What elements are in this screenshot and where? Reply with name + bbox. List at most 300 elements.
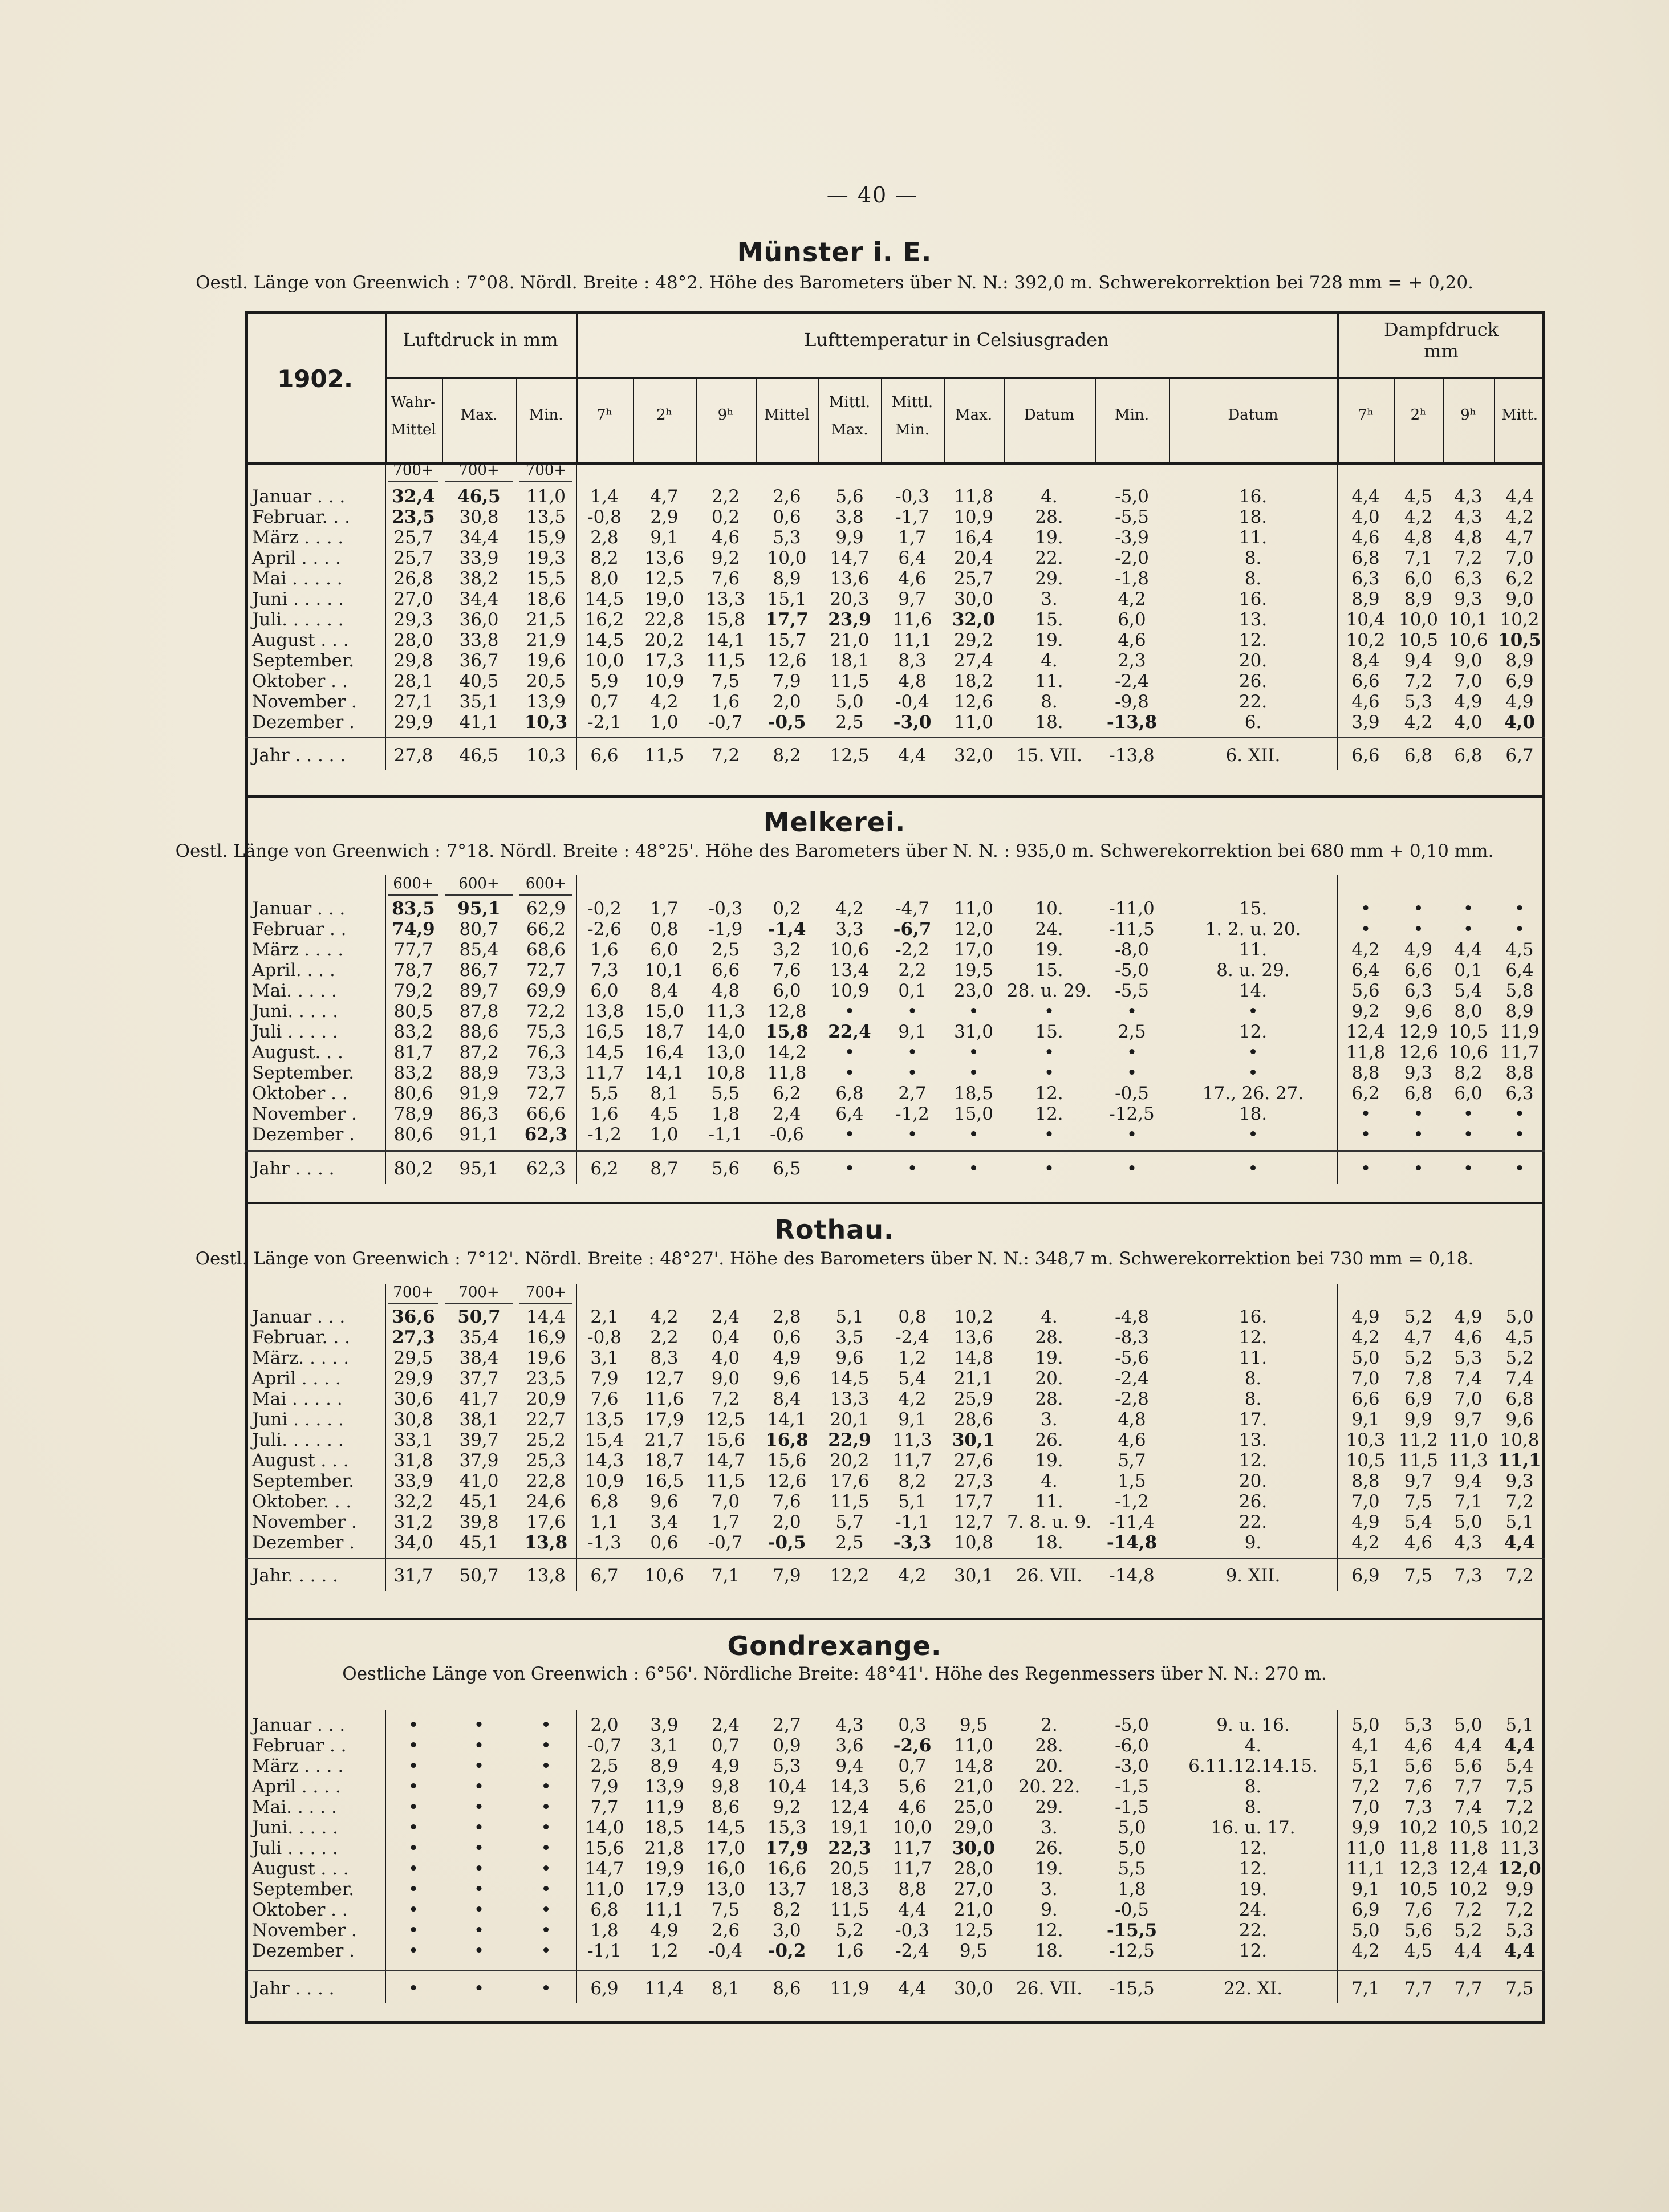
- data-cell: 13,7: [767, 1879, 807, 1900]
- data-cell: 16,8: [765, 1430, 809, 1450]
- data-cell: 83,5: [392, 898, 435, 919]
- data-cell: 31,2: [393, 1512, 433, 1532]
- data-cell: 6,0: [773, 981, 801, 1001]
- pressure-offset: 700+: [458, 462, 500, 479]
- data-cell: 76,3: [526, 1042, 566, 1063]
- data-cell: 16,0: [705, 1859, 746, 1879]
- data-cell: 4,4: [1454, 940, 1483, 960]
- data-cell: •: [473, 1735, 485, 1756]
- data-cell: 4,6: [711, 527, 740, 548]
- data-cell: 3,1: [650, 1735, 679, 1756]
- annual-cell: 12,5: [830, 745, 870, 766]
- data-cell: 1. 2. u. 20.: [1205, 919, 1301, 940]
- data-cell: 19,6: [526, 650, 566, 671]
- data-cell: 10,8: [953, 1532, 994, 1553]
- data-cell: 15,6: [705, 1430, 746, 1450]
- data-cell: 3,0: [773, 1920, 801, 1941]
- month-label: Oktober . .: [252, 1900, 348, 1920]
- data-cell: 8,4: [773, 1389, 801, 1409]
- data-cell: 6,8: [590, 1491, 619, 1512]
- data-cell: 27,3: [392, 1327, 435, 1348]
- data-cell: 7,0: [1454, 671, 1483, 692]
- data-cell: •: [1043, 1063, 1055, 1083]
- data-cell: 12,0: [1498, 1859, 1541, 1879]
- data-cell: 8.: [1244, 548, 1262, 568]
- data-cell: 13,6: [644, 548, 684, 568]
- data-cell: -0,2: [587, 898, 622, 919]
- data-cell: 3,8: [835, 507, 864, 527]
- data-cell: •: [408, 1838, 419, 1859]
- month-label: August. . .: [252, 1042, 343, 1063]
- data-cell: 7,4: [1454, 1797, 1483, 1817]
- data-cell: -1,5: [1115, 1797, 1149, 1817]
- data-cell: -1,2: [1115, 1491, 1149, 1512]
- data-cell: 12.: [1035, 1083, 1063, 1104]
- data-cell: 2,0: [773, 1512, 801, 1532]
- data-cell: 7,6: [1404, 1776, 1433, 1797]
- data-cell: 22,9: [828, 1430, 871, 1450]
- data-cell: 40,5: [459, 671, 499, 692]
- data-cell: 10,6: [830, 940, 870, 960]
- data-cell: 11,0: [953, 1735, 994, 1756]
- data-cell: 35,4: [459, 1327, 499, 1348]
- data-cell: 23,9: [828, 609, 871, 630]
- data-cell: 15,3: [767, 1817, 807, 1838]
- data-cell: 4,2: [1351, 1327, 1380, 1348]
- annual-cell: 11,4: [644, 1978, 684, 1999]
- data-cell: 9,4: [1404, 650, 1433, 671]
- data-cell: 1,8: [590, 1920, 619, 1941]
- annual-cell: 6,7: [1505, 745, 1534, 766]
- data-cell: 19.: [1035, 527, 1063, 548]
- data-cell: 4,6: [1118, 630, 1146, 650]
- data-cell: 1,5: [1118, 1471, 1146, 1491]
- annual-cell: 46,5: [459, 745, 499, 766]
- data-cell: 11,3: [705, 1001, 746, 1022]
- data-cell: 14.: [1238, 981, 1268, 1001]
- data-cell: 11,3: [1448, 1450, 1488, 1471]
- data-cell: 10,0: [1398, 609, 1439, 630]
- data-cell: 11,7: [892, 1450, 932, 1471]
- data-cell: 22.: [1035, 548, 1063, 568]
- station-title: Rothau.: [774, 1214, 895, 1245]
- data-cell: 0,8: [898, 1307, 927, 1327]
- annual-cell: 80,2: [393, 1158, 433, 1179]
- data-cell: 41,1: [459, 712, 499, 733]
- month-label: Februar . .: [252, 919, 347, 940]
- station-info: Oestl. Länge von Greenwich : 7°12'. Nördl. Breite : 48°27'. Höhe des Barometers über N. N.: 348,7 m. Schwerekorrektion bei 730 mm = 0,18.: [195, 1249, 1474, 1269]
- data-cell: 27,0: [953, 1879, 994, 1900]
- data-cell: 7,2: [1505, 1491, 1534, 1512]
- data-cell: 16,4: [644, 1042, 684, 1063]
- annual-label: Jahr. . . . .: [252, 1566, 338, 1586]
- data-cell: 15.: [1238, 898, 1268, 919]
- data-cell: •: [1126, 1042, 1138, 1063]
- data-cell: -0,7: [587, 1735, 622, 1756]
- header-dampfdruck-unit: mm: [1424, 340, 1459, 362]
- data-cell: 20.: [1238, 650, 1268, 671]
- data-cell: 9,3: [1404, 1063, 1433, 1083]
- data-cell: 10.: [1035, 898, 1063, 919]
- data-cell: 13,6: [953, 1327, 994, 1348]
- data-cell: 28. u. 29.: [1006, 981, 1092, 1001]
- data-cell: 72,7: [526, 960, 566, 981]
- data-cell: 8,1: [650, 1083, 679, 1104]
- data-cell: 46,5: [457, 486, 501, 507]
- data-cell: 5,4: [1454, 981, 1483, 1001]
- data-cell: 12,6: [1398, 1042, 1439, 1063]
- annual-cell: 10,3: [526, 745, 566, 766]
- data-cell: 7,6: [1404, 1900, 1433, 1920]
- annual-cell: 9. XII.: [1225, 1566, 1281, 1586]
- data-cell: 4,9: [1351, 1512, 1380, 1532]
- data-cell: -1,7: [895, 507, 929, 527]
- data-cell: 5,6: [1404, 1920, 1433, 1941]
- data-cell: 14,0: [705, 1022, 746, 1042]
- data-cell: 27,1: [393, 692, 433, 712]
- data-cell: 33,9: [393, 1471, 433, 1491]
- data-cell: 2,1: [590, 1307, 619, 1327]
- data-cell: 9,9: [1351, 1817, 1380, 1838]
- data-cell: 9,5: [959, 1715, 988, 1735]
- data-cell: •: [1463, 1104, 1474, 1124]
- data-cell: 12.: [1238, 630, 1268, 650]
- month-label: Oktober . .: [252, 1083, 348, 1104]
- data-cell: 8.: [1041, 692, 1058, 712]
- data-cell: •: [1514, 1104, 1525, 1124]
- column-header: Min.: [1115, 406, 1149, 424]
- data-cell: 3,2: [773, 940, 801, 960]
- data-cell: 7,0: [1351, 1491, 1380, 1512]
- data-cell: 13,3: [830, 1389, 870, 1409]
- data-cell: 9. u. 16.: [1216, 1715, 1290, 1735]
- data-cell: 19.: [1238, 1879, 1268, 1900]
- data-cell: 11,9: [1500, 1022, 1540, 1042]
- data-cell: 8,3: [898, 650, 927, 671]
- data-cell: 6,3: [1404, 981, 1433, 1001]
- data-cell: 8.: [1244, 1776, 1262, 1797]
- pressure-offset-rule: [445, 1303, 513, 1304]
- data-cell: 9,9: [1505, 1879, 1534, 1900]
- data-cell: 9,1: [650, 527, 679, 548]
- data-cell: 17,6: [830, 1471, 870, 1491]
- data-cell: 18,5: [644, 1817, 684, 1838]
- annual-cell: •: [408, 1978, 419, 1999]
- data-cell: -4,8: [1115, 1307, 1149, 1327]
- annual-cell: 6,9: [1351, 1566, 1380, 1586]
- data-cell: 4,2: [1351, 940, 1380, 960]
- data-cell: •: [408, 1715, 419, 1735]
- data-cell: 10,8: [1500, 1430, 1540, 1450]
- pressure-offset-rule: [519, 894, 572, 896]
- data-cell: •: [907, 1063, 918, 1083]
- month-label: Mai. . . . .: [252, 981, 337, 1001]
- data-cell: 4,7: [650, 486, 679, 507]
- data-cell: 6,3: [1505, 1083, 1534, 1104]
- data-cell: •: [541, 1838, 551, 1859]
- data-cell: 1,6: [711, 692, 740, 712]
- annual-cell: 27,8: [393, 745, 433, 766]
- data-cell: 27,4: [953, 650, 994, 671]
- annual-cell: •: [1248, 1158, 1258, 1179]
- month-label: April . . . .: [252, 1776, 341, 1797]
- annual-cell: 22. XI.: [1223, 1978, 1283, 1999]
- data-cell: •: [473, 1900, 485, 1920]
- data-cell: •: [844, 1042, 855, 1063]
- data-cell: 2,4: [773, 1104, 801, 1124]
- data-cell: 16.: [1238, 589, 1268, 609]
- data-cell: -0,3: [895, 486, 929, 507]
- data-cell: 3,5: [835, 1327, 864, 1348]
- data-cell: 12,5: [705, 1409, 746, 1430]
- month-label: November .: [252, 1104, 357, 1124]
- annual-cell: 6,5: [773, 1158, 801, 1179]
- data-cell: 15,8: [765, 1022, 809, 1042]
- annual-cell: 8,7: [650, 1158, 679, 1179]
- data-cell: •: [1360, 1124, 1371, 1145]
- data-cell: 9,0: [1505, 589, 1534, 609]
- month-label: April . . . .: [252, 548, 341, 568]
- data-cell: 8,9: [1505, 650, 1534, 671]
- data-cell: 16,4: [953, 527, 994, 548]
- data-cell: •: [1463, 919, 1474, 940]
- data-cell: 20.: [1035, 1368, 1063, 1389]
- header-group-underline: [385, 377, 1545, 379]
- data-cell: 14,5: [584, 630, 624, 650]
- data-cell: 0,3: [898, 1715, 927, 1735]
- month-label: Dezember .: [252, 1941, 355, 1961]
- data-cell: 8,9: [1351, 589, 1380, 609]
- data-cell: •: [473, 1797, 485, 1817]
- data-cell: 2,2: [711, 486, 740, 507]
- data-cell: 32,0: [952, 609, 996, 630]
- data-cell: 21,5: [526, 609, 566, 630]
- data-cell: 8.: [1244, 1368, 1262, 1389]
- annual-cell: 30,0: [953, 1978, 994, 1999]
- month-label: Februar . .: [252, 1735, 347, 1756]
- data-cell: 10,3: [1346, 1430, 1386, 1450]
- data-cell: -5,5: [1115, 507, 1149, 527]
- data-cell: -2,4: [895, 1327, 929, 1348]
- data-cell: 78,7: [393, 960, 433, 981]
- data-cell: 4,3: [1454, 1532, 1483, 1553]
- data-cell: 8. u. 29.: [1216, 960, 1290, 981]
- data-cell: 6,0: [1404, 568, 1433, 589]
- annual-cell: 7,1: [711, 1566, 740, 1586]
- data-cell: •: [1043, 1001, 1055, 1022]
- data-cell: -1,8: [1115, 568, 1149, 589]
- data-cell: 36,6: [392, 1307, 435, 1327]
- data-cell: 4,5: [1505, 1327, 1534, 1348]
- data-cell: 10,2: [1398, 1817, 1439, 1838]
- data-cell: -8,0: [1115, 940, 1149, 960]
- month-label: Oktober. . .: [252, 1491, 352, 1512]
- data-cell: 6,3: [1454, 568, 1483, 589]
- data-cell: 7,2: [1404, 671, 1433, 692]
- annual-cell: -14,8: [1109, 1566, 1155, 1586]
- data-cell: 7,2: [1454, 1900, 1483, 1920]
- data-cell: 9,3: [1454, 589, 1483, 609]
- data-cell: 10,0: [584, 650, 624, 671]
- data-cell: 80,7: [459, 919, 499, 940]
- data-cell: 5,0: [835, 692, 864, 712]
- data-cell: 11,5: [1398, 1450, 1439, 1471]
- data-cell: 22.: [1238, 1920, 1268, 1941]
- data-cell: 74,9: [392, 919, 435, 940]
- data-cell: 10,2: [1448, 1879, 1488, 1900]
- data-cell: 4,6: [1351, 527, 1380, 548]
- data-cell: 14,1: [644, 1063, 684, 1083]
- data-cell: 11.: [1238, 940, 1268, 960]
- header-lufttemperatur: Lufttemperatur in Celsiusgraden: [804, 329, 1109, 351]
- data-cell: 15,7: [767, 630, 807, 650]
- data-cell: 7,0: [1454, 1389, 1483, 1409]
- data-cell: 5,0: [1351, 1348, 1380, 1368]
- data-cell: 29,2: [953, 630, 994, 650]
- data-cell: 28.: [1035, 1735, 1063, 1756]
- data-cell: 13,4: [830, 960, 870, 981]
- data-cell: 11,7: [892, 1838, 932, 1859]
- data-cell: 6,6: [1351, 671, 1380, 692]
- data-cell: 4.: [1041, 650, 1058, 671]
- data-cell: 17,3: [644, 650, 684, 671]
- data-cell: 8,2: [773, 1900, 801, 1920]
- data-cell: 11,9: [644, 1797, 684, 1817]
- data-cell: 20,5: [526, 671, 566, 692]
- data-cell: 2,6: [711, 1920, 740, 1941]
- data-cell: 5,4: [1505, 1756, 1534, 1776]
- pressure-offset-rule: [388, 481, 438, 482]
- data-cell: 5,2: [1505, 1348, 1534, 1368]
- data-cell: 17,0: [705, 1838, 746, 1859]
- data-cell: 2,5: [835, 712, 864, 733]
- data-cell: 7,2: [1505, 1900, 1534, 1920]
- data-cell: 18.: [1035, 1532, 1063, 1553]
- data-cell: 0,1: [898, 981, 927, 1001]
- data-cell: 10,9: [953, 507, 994, 527]
- data-cell: 87,8: [459, 1001, 499, 1022]
- data-cell: 15,9: [526, 527, 566, 548]
- data-cell: 37,7: [459, 1368, 499, 1389]
- data-cell: 10,2: [1346, 630, 1386, 650]
- data-cell: 37,9: [459, 1450, 499, 1471]
- data-cell: 7,5: [1404, 1491, 1433, 1512]
- column-header: Mittel: [391, 421, 436, 438]
- data-cell: 15.: [1035, 960, 1063, 981]
- pressure-offset: 700+: [458, 1284, 500, 1301]
- data-cell: •: [408, 1879, 419, 1900]
- month-label: Juni . . . . .: [252, 589, 344, 609]
- data-cell: 36,0: [459, 609, 499, 630]
- month-label: Januar . . .: [252, 1307, 346, 1327]
- data-cell: 3,3: [835, 919, 864, 940]
- annual-cell: 7,7: [1404, 1978, 1433, 1999]
- data-cell: -0,3: [708, 898, 743, 919]
- data-cell: 7,6: [773, 1491, 801, 1512]
- data-cell: 19.: [1035, 1450, 1063, 1471]
- data-cell: 6,8: [590, 1900, 619, 1920]
- station-separator: [245, 1618, 1545, 1620]
- data-cell: 23,5: [526, 1368, 566, 1389]
- data-cell: -3,3: [893, 1532, 932, 1553]
- data-cell: 27,6: [953, 1450, 994, 1471]
- annual-rule: [245, 737, 1545, 738]
- data-cell: •: [1126, 1001, 1138, 1022]
- data-cell: 14,8: [953, 1348, 994, 1368]
- data-cell: 21,0: [953, 1900, 994, 1920]
- data-cell: 9,9: [835, 527, 864, 548]
- annual-cell: 7,3: [1454, 1566, 1483, 1586]
- data-cell: -0,7: [708, 1532, 743, 1553]
- data-cell: -1,2: [895, 1104, 929, 1124]
- data-cell: 9.: [1244, 1532, 1262, 1553]
- data-cell: 0,7: [711, 1735, 740, 1756]
- annual-cell: 95,1: [459, 1158, 499, 1179]
- data-cell: 6,8: [1404, 1083, 1433, 1104]
- data-cell: 5,5: [711, 1083, 740, 1104]
- data-cell: •: [1126, 1124, 1138, 1145]
- data-cell: 11,0: [584, 1879, 624, 1900]
- data-cell: 25,7: [953, 568, 994, 589]
- data-cell: 4,9: [711, 1756, 740, 1776]
- data-cell: •: [541, 1920, 551, 1941]
- data-cell: 5,2: [835, 1920, 864, 1941]
- data-cell: 8.: [1244, 568, 1262, 589]
- data-cell: 11,7: [584, 1063, 624, 1083]
- data-cell: 26.: [1035, 1430, 1063, 1450]
- data-cell: 12,0: [953, 919, 994, 940]
- data-cell: 2,5: [1118, 1022, 1146, 1042]
- data-cell: 6,4: [1505, 960, 1534, 981]
- annual-cell: 7,2: [1505, 1566, 1534, 1586]
- data-cell: 14,2: [767, 1042, 807, 1063]
- data-cell: 17.: [1238, 1409, 1268, 1430]
- data-cell: 11,8: [1346, 1042, 1386, 1063]
- data-cell: 4,9: [1454, 1307, 1483, 1327]
- data-cell: 66,6: [526, 1104, 566, 1124]
- annual-cell: 6,6: [1351, 745, 1380, 766]
- data-cell: 10,9: [584, 1471, 624, 1491]
- data-cell: 24.: [1035, 919, 1063, 940]
- data-cell: 20.: [1035, 1756, 1063, 1776]
- data-cell: 7,0: [1351, 1368, 1380, 1389]
- data-cell: •: [473, 1715, 485, 1735]
- data-cell: 9,1: [898, 1409, 927, 1430]
- data-cell: 12.: [1238, 1941, 1268, 1961]
- data-cell: 6.: [1244, 712, 1262, 733]
- data-cell: 22,4: [828, 1022, 871, 1042]
- month-label: Juli . . . . .: [252, 1838, 338, 1859]
- pressure-offset-rule: [388, 894, 438, 896]
- data-cell: -1,1: [587, 1941, 622, 1961]
- data-cell: -5,0: [1115, 1715, 1149, 1735]
- month-label: Juni . . . . .: [252, 1409, 344, 1430]
- data-cell: •: [541, 1756, 551, 1776]
- data-cell: •: [1413, 919, 1424, 940]
- data-cell: 26.: [1035, 1838, 1063, 1859]
- data-cell: 13,9: [526, 692, 566, 712]
- data-cell: 14,4: [526, 1307, 566, 1327]
- data-cell: 15,0: [953, 1104, 994, 1124]
- data-cell: 1,0: [650, 1124, 679, 1145]
- data-cell: 32,4: [392, 486, 435, 507]
- data-cell: 62,9: [526, 898, 566, 919]
- column-header: 7ʰ: [1358, 406, 1374, 424]
- data-cell: 17,6: [526, 1512, 566, 1532]
- data-cell: 17,7: [953, 1491, 994, 1512]
- column-header: Max.: [460, 406, 498, 424]
- data-cell: 29,3: [393, 609, 433, 630]
